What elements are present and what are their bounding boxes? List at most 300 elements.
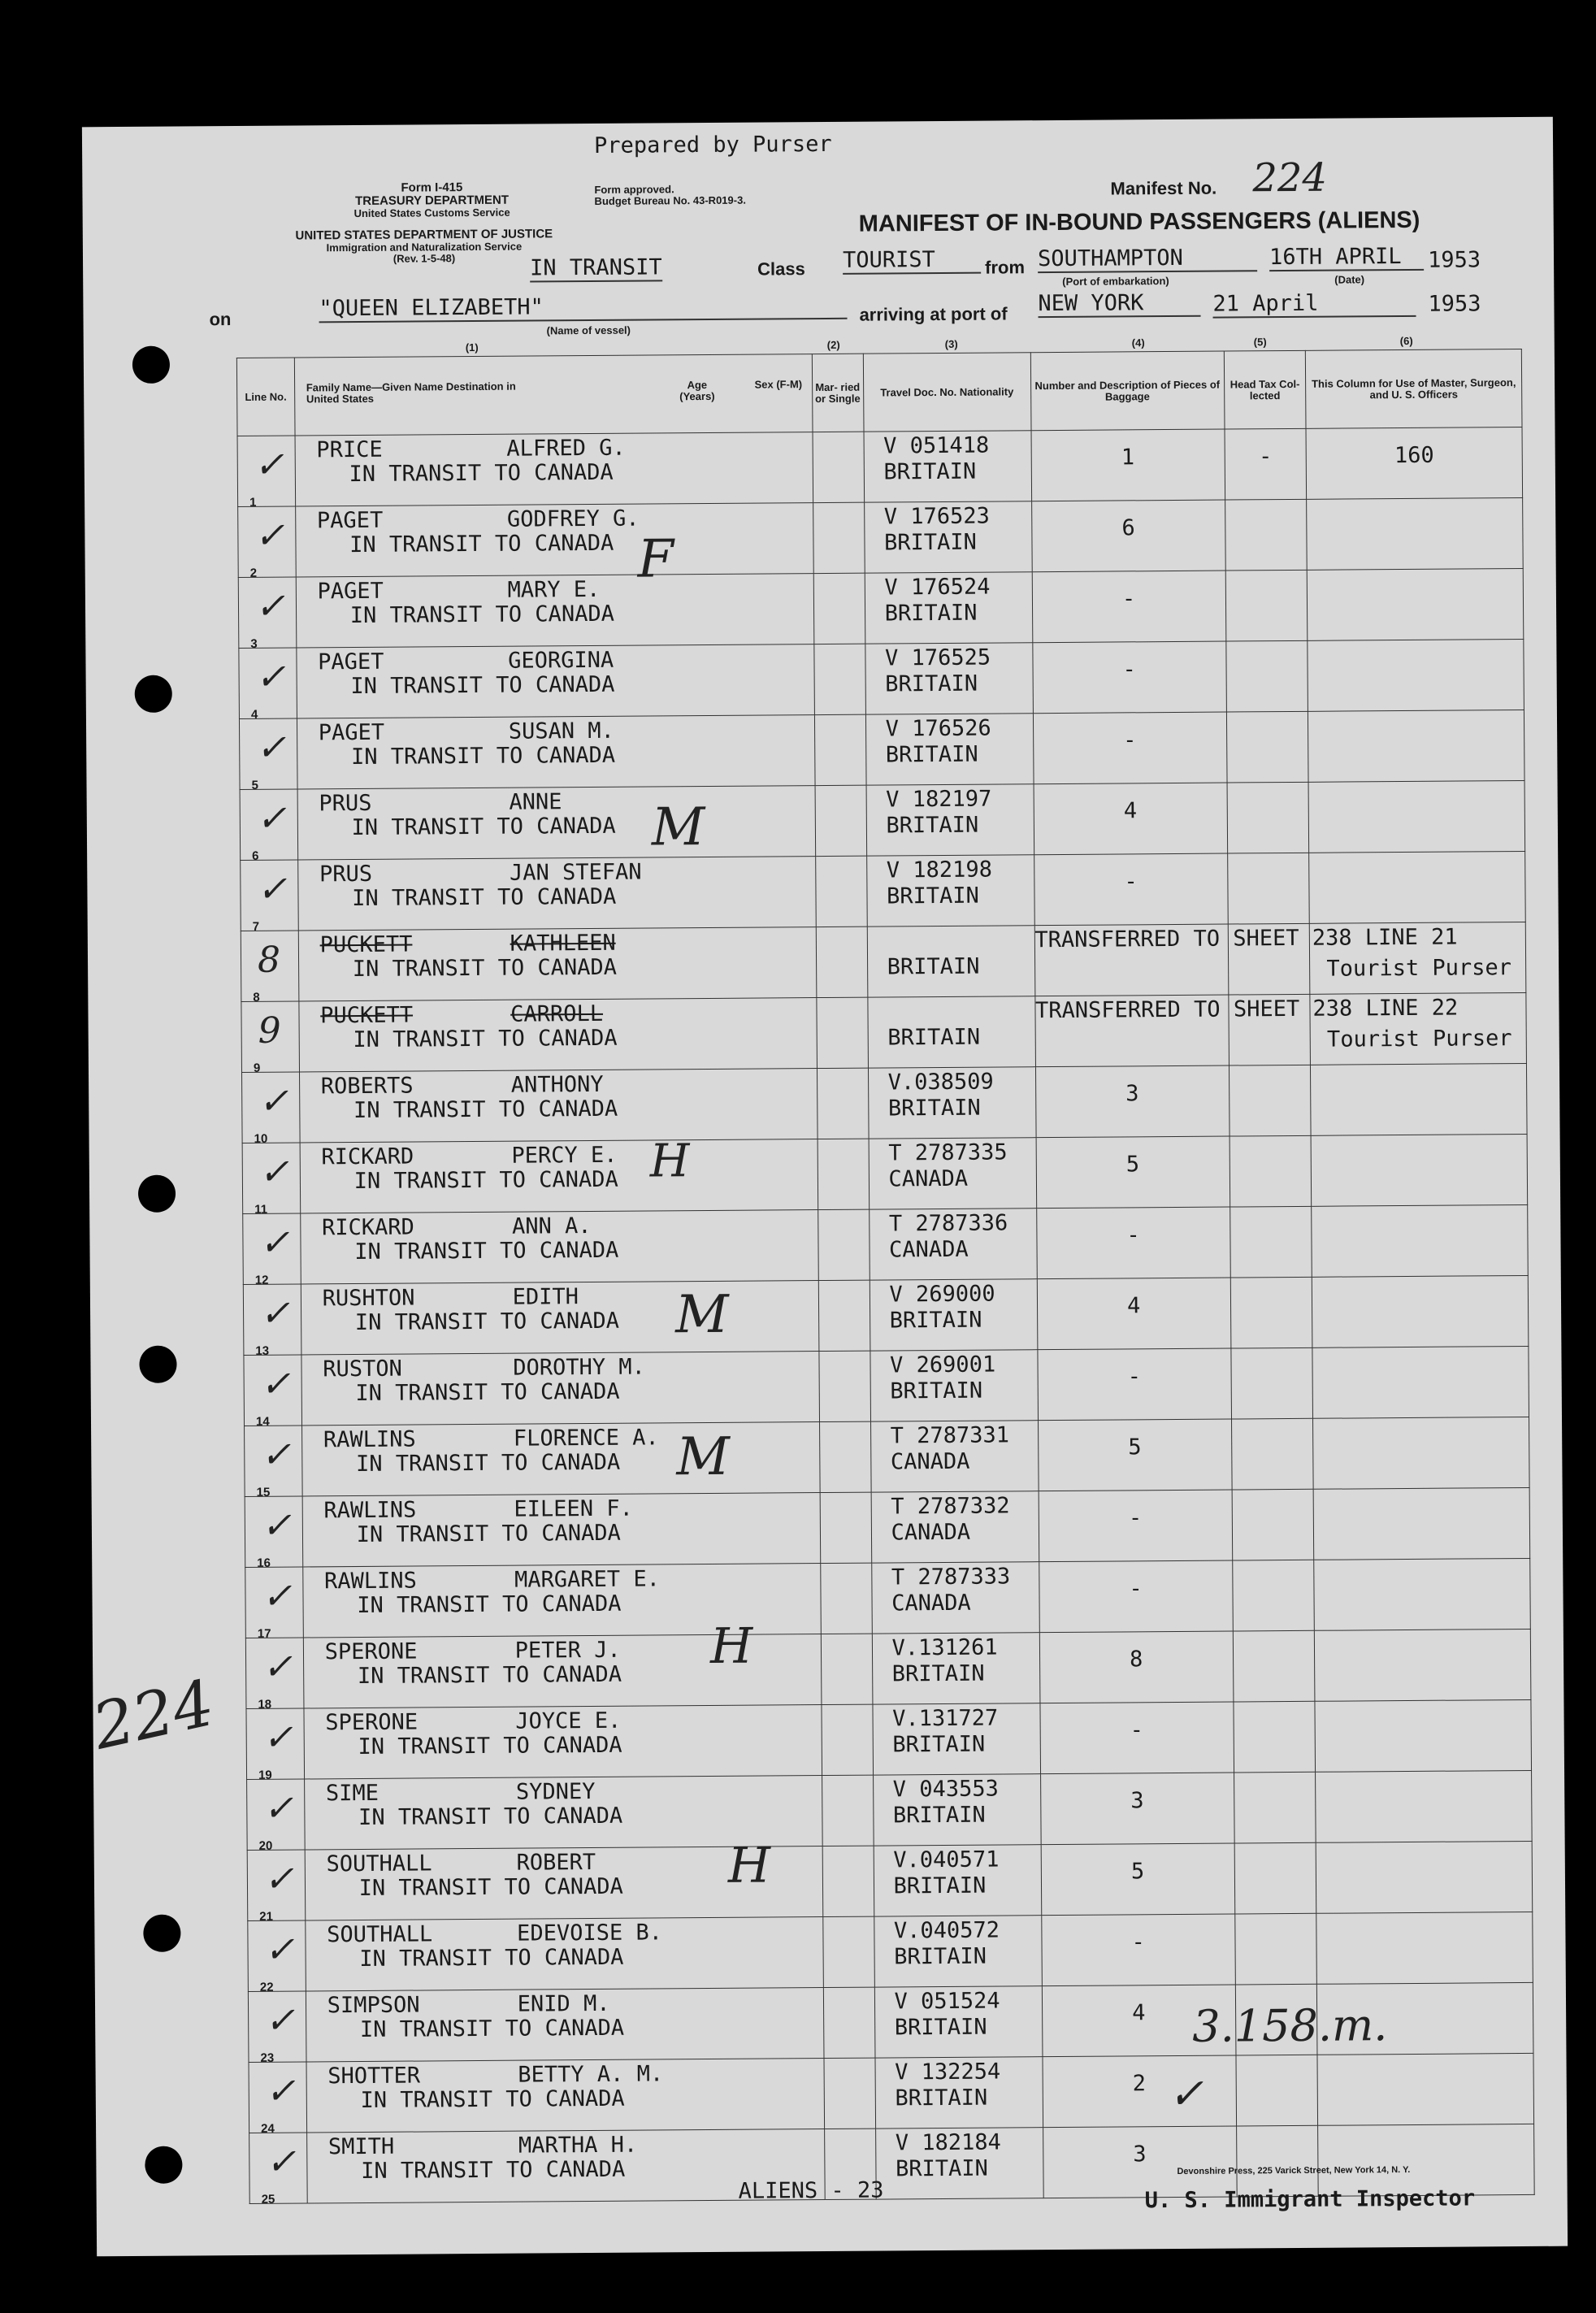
baggage-count: - xyxy=(1128,1505,1143,1531)
table-row xyxy=(241,851,1526,931)
officer-note xyxy=(1308,725,1524,727)
tax-cell xyxy=(1227,853,1309,924)
married-cell xyxy=(815,785,866,856)
tax-cell xyxy=(1225,499,1307,571)
line-cell xyxy=(239,648,297,722)
doc-cell xyxy=(874,1986,1043,2058)
nationality: BRITAIN xyxy=(887,1095,981,1122)
officer-note xyxy=(1310,937,1525,939)
tax-cell xyxy=(1225,570,1308,641)
check-mark-icon: ✓ xyxy=(256,727,287,769)
family-name: RUSHTON xyxy=(322,1285,415,1312)
line-number: 25 xyxy=(261,2192,275,2207)
travel-doc-no: T 2787333 xyxy=(891,1564,1011,1590)
form-rev: (Rev. 1-5-48) xyxy=(392,252,456,265)
travel-doc-no: V 051418 xyxy=(883,432,990,459)
line-cell xyxy=(249,2062,306,2136)
baggage-count: 6 xyxy=(1121,515,1135,541)
table-row xyxy=(248,1912,1533,1991)
baggage-cell xyxy=(1040,1702,1234,1774)
officer-note xyxy=(1315,1644,1530,1646)
tax-cell xyxy=(1230,1277,1312,1348)
officer-cell xyxy=(1316,1770,1532,1842)
given-name: EILEEN F. xyxy=(514,1495,633,1522)
line-cell xyxy=(237,436,295,510)
given-name: ANNE xyxy=(509,789,562,815)
destination: IN TRANSIT TO CANADA xyxy=(350,742,616,770)
embark-date: 16TH APRIL xyxy=(1269,244,1424,271)
check-mark-icon: ✓ xyxy=(258,1080,289,1122)
head-tax xyxy=(1230,1151,1311,1152)
officer-note xyxy=(1315,1573,1530,1575)
check-mark-icon: 8 xyxy=(257,939,281,981)
check-mark-icon: ✓ xyxy=(260,1363,291,1405)
destination: IN TRANSIT TO CANADA xyxy=(358,1803,623,1831)
line-number: 15 xyxy=(256,1485,271,1499)
given-name: ROBERT xyxy=(516,1849,596,1876)
on-label: on xyxy=(209,309,232,330)
destination: IN TRANSIT TO CANADA xyxy=(353,1025,618,1053)
tax-cell xyxy=(1228,923,1310,995)
punch-hole xyxy=(132,346,170,384)
married-cell xyxy=(823,1987,874,2058)
margin-note-224: 224 xyxy=(86,1666,221,1764)
given-name: EDEVOISE B. xyxy=(517,1920,663,1946)
line-number: 18 xyxy=(258,1697,272,1712)
baggage-count: 5 xyxy=(1130,1859,1145,1885)
nationality: BRITAIN xyxy=(892,1731,986,1758)
destination: IN TRANSIT TO CANADA xyxy=(359,1944,624,1972)
table-row xyxy=(245,1629,1531,1708)
officer-note xyxy=(1307,513,1522,514)
given-name: BETTY A. M. xyxy=(518,2061,664,2088)
travel-doc-no: V 182197 xyxy=(886,786,992,813)
line-number: 11 xyxy=(254,1202,268,1217)
married-cell xyxy=(818,1209,869,1280)
married-cell xyxy=(822,1775,873,1846)
line-number: 22 xyxy=(259,1980,274,1994)
officer-cell xyxy=(1312,1275,1529,1347)
name-cell xyxy=(302,1493,821,1567)
line-cell xyxy=(240,789,297,863)
officer-cell xyxy=(1313,1417,1529,1489)
destination: IN TRANSIT TO CANADA xyxy=(354,1308,620,1336)
family-name: RAWLINS xyxy=(323,1426,416,1453)
line-number: 10 xyxy=(254,1131,268,1146)
given-name: MARTHA H. xyxy=(518,2132,638,2159)
nationality: CANADA xyxy=(891,1590,971,1616)
col-num-3: (3) xyxy=(944,337,958,350)
sex-mark: H xyxy=(727,1837,771,1894)
nationality: CANADA xyxy=(888,1165,969,1192)
married-cell xyxy=(814,644,865,714)
officer-note xyxy=(1313,1361,1529,1363)
family-name: SMITH xyxy=(327,2133,395,2160)
line-number: 20 xyxy=(258,1838,273,1853)
doc-cell xyxy=(871,1491,1039,1563)
class-value: TOURIST xyxy=(843,247,981,275)
header-tax: Head Tax Col- lected xyxy=(1224,350,1306,429)
family-name: SOUTHALL xyxy=(327,1921,433,1948)
line-cell xyxy=(241,860,298,934)
baggage-cell xyxy=(1031,429,1225,501)
officer-cell xyxy=(1306,427,1522,499)
table-row xyxy=(242,1063,1528,1143)
family-name: PAGET xyxy=(317,578,384,605)
line-cell xyxy=(247,1850,305,1924)
officer-cell xyxy=(1317,2053,1533,2125)
baggage-cell xyxy=(1038,1419,1232,1491)
travel-doc-no: V 132254 xyxy=(895,2059,1001,2085)
destination: IN TRANSIT TO CANADA xyxy=(349,530,614,558)
col-num-6: (6) xyxy=(1399,334,1413,348)
vessel-caption: (Name of vessel) xyxy=(546,323,631,337)
given-name: MARGARET E. xyxy=(514,1566,661,1593)
header-officers: This Column for Use of Master, Surgeon, and U. S. Officers xyxy=(1306,349,1522,428)
doc-cell xyxy=(868,1067,1036,1139)
family-name: RUSTON xyxy=(323,1356,402,1382)
line-cell xyxy=(242,1143,300,1217)
doc-cell xyxy=(875,2057,1043,2129)
baggage-cell xyxy=(1034,783,1228,855)
family-name: SPERONE xyxy=(324,1638,418,1665)
line-number: 21 xyxy=(259,1909,274,1924)
punch-hole xyxy=(139,1346,176,1383)
travel-doc-no: V 269001 xyxy=(889,1352,996,1378)
baggage-cell xyxy=(1037,1278,1231,1350)
header-line-no: Line No. xyxy=(236,358,294,436)
travel-doc-no: T 2787331 xyxy=(890,1422,1010,1449)
given-name: EDITH xyxy=(512,1284,579,1310)
manifest-title: MANIFEST OF IN-BOUND PASSENGERS (ALIENS) xyxy=(858,206,1420,237)
family-name: PUCKETT xyxy=(319,931,413,958)
officer-cell xyxy=(1316,1912,1533,1984)
travel-doc-no: V 176523 xyxy=(883,503,990,530)
line-number: 4 xyxy=(250,707,258,722)
family-name: SIME xyxy=(325,1780,379,1807)
check-mark-icon: ✓ xyxy=(254,585,286,627)
family-name: SHOTTER xyxy=(327,2063,421,2090)
nationality: BRITAIN xyxy=(891,1660,985,1687)
check-mark-icon: ✓ xyxy=(255,656,286,698)
nationality: BRITAIN xyxy=(885,670,978,697)
baggage-cell xyxy=(1033,712,1227,784)
baggage-count: - xyxy=(1123,727,1137,753)
travel-doc-no: V 051524 xyxy=(894,1988,1000,2015)
sex-mark: H xyxy=(709,1617,753,1675)
passenger-table xyxy=(236,349,1535,2207)
name-cell xyxy=(301,1352,820,1426)
travel-doc-no: V 176525 xyxy=(884,644,991,671)
table-row xyxy=(239,639,1524,718)
baggage-count: - xyxy=(1129,1576,1143,1602)
head-tax: - xyxy=(1258,444,1273,470)
from-label: from xyxy=(985,257,1026,278)
officer-note: 160 xyxy=(1394,442,1434,469)
baggage-cell xyxy=(1035,1065,1230,1138)
officer-note xyxy=(1312,1291,1528,1292)
officer-note xyxy=(1313,1432,1529,1434)
head-tax xyxy=(1226,656,1308,657)
destination: IN TRANSIT TO CANADA xyxy=(353,1096,618,1124)
line-cell xyxy=(241,931,298,1005)
travel-doc-no: V 176526 xyxy=(885,715,991,742)
officer-cell xyxy=(1308,639,1524,711)
given-name: GEORGINA xyxy=(508,647,614,674)
nationality: BRITAIN xyxy=(883,529,977,556)
name-cell xyxy=(295,503,813,577)
nationality: CANADA xyxy=(890,1448,970,1475)
nationality: BRITAIN xyxy=(887,953,980,980)
married-cell xyxy=(824,2058,875,2129)
given-name: DOROTHY M. xyxy=(513,1354,645,1381)
table-row xyxy=(241,922,1526,1001)
line-number: 3 xyxy=(250,636,258,651)
doc-cell xyxy=(870,1350,1038,1421)
given-name: FLORENCE A. xyxy=(513,1425,659,1452)
family-name: RAWLINS xyxy=(323,1568,417,1595)
doc-cell xyxy=(866,784,1034,856)
arriving-label: arriving at port of xyxy=(859,303,1008,325)
officer-note xyxy=(1309,796,1524,797)
table-row xyxy=(240,780,1525,860)
line-number: 17 xyxy=(257,1626,271,1641)
header-sex: Sex (F-M) xyxy=(754,378,803,391)
doc-cell xyxy=(875,2128,1043,2199)
head-tax xyxy=(1231,1292,1312,1293)
tax-cell xyxy=(1226,711,1308,783)
doc-cell xyxy=(870,1279,1038,1351)
baggage-count xyxy=(1035,940,1228,941)
destination: IN TRANSIT TO CANADA xyxy=(354,1237,619,1265)
given-name: JOYCE E. xyxy=(515,1708,622,1734)
family-name: PAGET xyxy=(318,649,384,675)
line-cell xyxy=(247,1779,305,1853)
table-row xyxy=(241,992,1527,1072)
family-name: PUCKETT xyxy=(320,1002,414,1029)
officer-cell xyxy=(1311,1063,1527,1135)
destination: IN TRANSIT TO CANADA xyxy=(350,671,615,700)
table-row xyxy=(249,2053,1534,2133)
travel-doc-no: V 182184 xyxy=(895,2129,1001,2156)
table-row xyxy=(238,497,1524,577)
doc-cell xyxy=(865,643,1033,714)
married-cell xyxy=(822,1704,873,1775)
baggage-cell xyxy=(1032,571,1226,643)
transfer-note: TRANSFERRED TO SHEET 238 LINE 22 xyxy=(1034,995,1459,1024)
line-cell xyxy=(238,506,296,580)
family-name: PAGET xyxy=(318,719,385,746)
baggage-cell xyxy=(1036,1207,1230,1279)
nationality: BRITAIN xyxy=(893,1873,987,1899)
line-cell xyxy=(246,1708,304,1782)
tax-cell xyxy=(1230,1135,1312,1207)
vessel-name: "QUEEN ELIZABETH" xyxy=(319,293,847,323)
travel-doc-no: V 269000 xyxy=(889,1281,995,1308)
travel-doc-no: V.040572 xyxy=(893,1917,1000,1944)
nationality: BRITAIN xyxy=(895,2155,988,2182)
family-name: PRICE xyxy=(316,436,383,463)
manifest-no-label: Manifest No. xyxy=(1110,177,1217,199)
col-num-4: (4) xyxy=(1131,336,1145,349)
check-mark-icon: ✓ xyxy=(254,444,284,486)
given-name: CARROLL xyxy=(510,1000,604,1027)
officer-cell xyxy=(1312,1346,1529,1418)
baggage-count: 3 xyxy=(1125,1081,1139,1107)
check-mark-icon: 9 xyxy=(258,1009,281,1052)
col-num-2: (2) xyxy=(826,338,840,351)
tax-cell xyxy=(1231,1418,1313,1490)
check-mark-icon: ✓ xyxy=(261,1434,292,1476)
name-cell xyxy=(301,1422,820,1496)
name-cell xyxy=(301,1281,819,1355)
customs-service: United States Customs Service xyxy=(353,206,510,220)
header-name xyxy=(294,354,813,436)
officer-note xyxy=(1316,1786,1531,1787)
given-name: PETER J. xyxy=(514,1637,621,1664)
table-row xyxy=(245,1487,1530,1567)
form-approval xyxy=(594,184,746,207)
nationality: BRITAIN xyxy=(886,812,979,839)
baggage-cell xyxy=(1036,1136,1230,1209)
destination: IN TRANSIT TO CANADA xyxy=(352,954,618,983)
budget-bureau: Budget Bureau No. 43-R019-3. xyxy=(594,193,746,207)
married-cell xyxy=(821,1634,872,1704)
family-name: SPERONE xyxy=(325,1709,419,1736)
travel-doc-no: V.131727 xyxy=(892,1705,999,1732)
check-mark-icon: ✓ xyxy=(256,797,287,840)
punch-hole xyxy=(135,675,172,713)
name-cell xyxy=(296,574,814,648)
officer-cell xyxy=(1311,1134,1527,1206)
name-cell xyxy=(306,2059,825,2133)
destination: IN TRANSIT TO CANADA xyxy=(357,1661,622,1690)
doc-cell xyxy=(869,1209,1037,1280)
tax-cell xyxy=(1232,1489,1314,1560)
given-name: SYDNEY xyxy=(515,1778,596,1805)
nationality: BRITAIN xyxy=(894,2014,987,2041)
sex-mark: M xyxy=(674,1284,729,1346)
given-name: KATHLEEN xyxy=(510,930,616,957)
married-cell xyxy=(815,856,866,927)
check-mark-icon: ✓ xyxy=(262,1646,293,1688)
doc-cell xyxy=(865,572,1033,644)
table-row xyxy=(244,1346,1529,1426)
line-cell xyxy=(245,1426,302,1499)
baggage-cell xyxy=(1031,500,1225,572)
check-mark-icon: ✓ xyxy=(263,1858,294,1900)
doc-cell xyxy=(865,714,1034,785)
line-cell xyxy=(245,1567,303,1641)
officer-cell xyxy=(1309,851,1525,923)
table-row xyxy=(242,1134,1528,1213)
doc-cell xyxy=(864,501,1032,573)
officer-note xyxy=(1312,1149,1527,1151)
married-cell xyxy=(813,502,864,573)
line-number: 24 xyxy=(261,2121,275,2136)
doc-cell xyxy=(874,1916,1042,1987)
tax-cell xyxy=(1234,1842,1316,1914)
tax-cell xyxy=(1231,1347,1313,1419)
travel-doc-no: V 182198 xyxy=(886,857,993,883)
baggage-count: 3 xyxy=(1130,1788,1144,1814)
travel-doc-no: T 2787332 xyxy=(891,1493,1010,1520)
destination: IN TRANSIT TO CANADA xyxy=(352,883,617,912)
officer-note xyxy=(1316,1715,1531,1716)
form-dept-block xyxy=(326,180,537,219)
name-cell xyxy=(297,644,815,718)
name-cell xyxy=(306,1917,824,1991)
destination: IN TRANSIT TO CANADA xyxy=(356,1520,621,1548)
tax-cell xyxy=(1230,1206,1312,1278)
head-tax xyxy=(1229,939,1310,940)
table-row xyxy=(247,1770,1533,1850)
head-tax xyxy=(1232,1504,1313,1505)
given-name: MARY E. xyxy=(507,576,601,603)
doc-cell xyxy=(866,855,1034,927)
officer-note xyxy=(1318,2068,1533,2070)
line-cell xyxy=(241,1001,299,1075)
line-number: 13 xyxy=(255,1343,270,1358)
married-cell xyxy=(820,1563,871,1634)
head-tax xyxy=(1225,585,1307,586)
manifest-number: 224 xyxy=(1252,154,1328,202)
family-name: ROBERTS xyxy=(320,1073,414,1100)
line-number: 23 xyxy=(260,2050,275,2065)
line-cell xyxy=(249,2133,307,2207)
line-number: 14 xyxy=(255,1414,270,1429)
family-name: SIMPSON xyxy=(327,1992,420,2019)
baggage-cell xyxy=(1039,1560,1233,1633)
doc-cell xyxy=(872,1633,1040,1704)
sex-mark: H xyxy=(649,1135,690,1188)
family-name: RAWLINS xyxy=(323,1497,417,1524)
baggage-count: 4 xyxy=(1132,2000,1146,2026)
married-cell xyxy=(817,1068,868,1139)
baggage-cell xyxy=(1041,1914,1235,1986)
header-baggage: Number and Description of Pieces of Baggage xyxy=(1030,351,1225,431)
name-cell xyxy=(298,927,817,1001)
line-cell xyxy=(238,577,296,651)
sex-mark: M xyxy=(651,797,705,858)
officer-note xyxy=(1317,1998,1533,1999)
arrival-port: NEW YORK xyxy=(1038,290,1200,318)
destination: IN TRANSIT TO CANADA xyxy=(358,1732,622,1760)
name-cell xyxy=(304,1705,822,1779)
given-name: SUSAN M. xyxy=(508,718,614,744)
year-arrival: 1953 xyxy=(1428,291,1481,317)
name-cell xyxy=(297,857,816,931)
table-row xyxy=(247,1841,1533,1920)
purser-note: Tourist Purser xyxy=(1326,955,1512,982)
married-cell xyxy=(818,1280,870,1351)
year-embark: 1953 xyxy=(1427,247,1481,273)
destination: IN TRANSIT TO CANADA xyxy=(357,1590,622,1619)
inspector-label: U. S. Immigrant Inspector xyxy=(1144,2185,1476,2214)
check-mark-icon: ✓ xyxy=(264,1929,295,1971)
married-cell xyxy=(813,432,864,502)
check-mark-icon: ✓ xyxy=(258,1151,289,1193)
married-cell xyxy=(817,997,868,1068)
name-cell xyxy=(300,1139,818,1213)
printer-imprint: Devonshire Press, 225 Varick Street, New York 14, N. Y. xyxy=(1177,2165,1411,2177)
aliens-count: ALIENS - 23 xyxy=(738,2177,884,2204)
doc-cell xyxy=(870,1421,1039,1492)
nationality: BRITAIN xyxy=(887,1024,981,1051)
name-cell xyxy=(299,1069,818,1143)
given-name: GODFREY G. xyxy=(506,506,640,532)
nationality: BRITAIN xyxy=(895,2085,988,2111)
